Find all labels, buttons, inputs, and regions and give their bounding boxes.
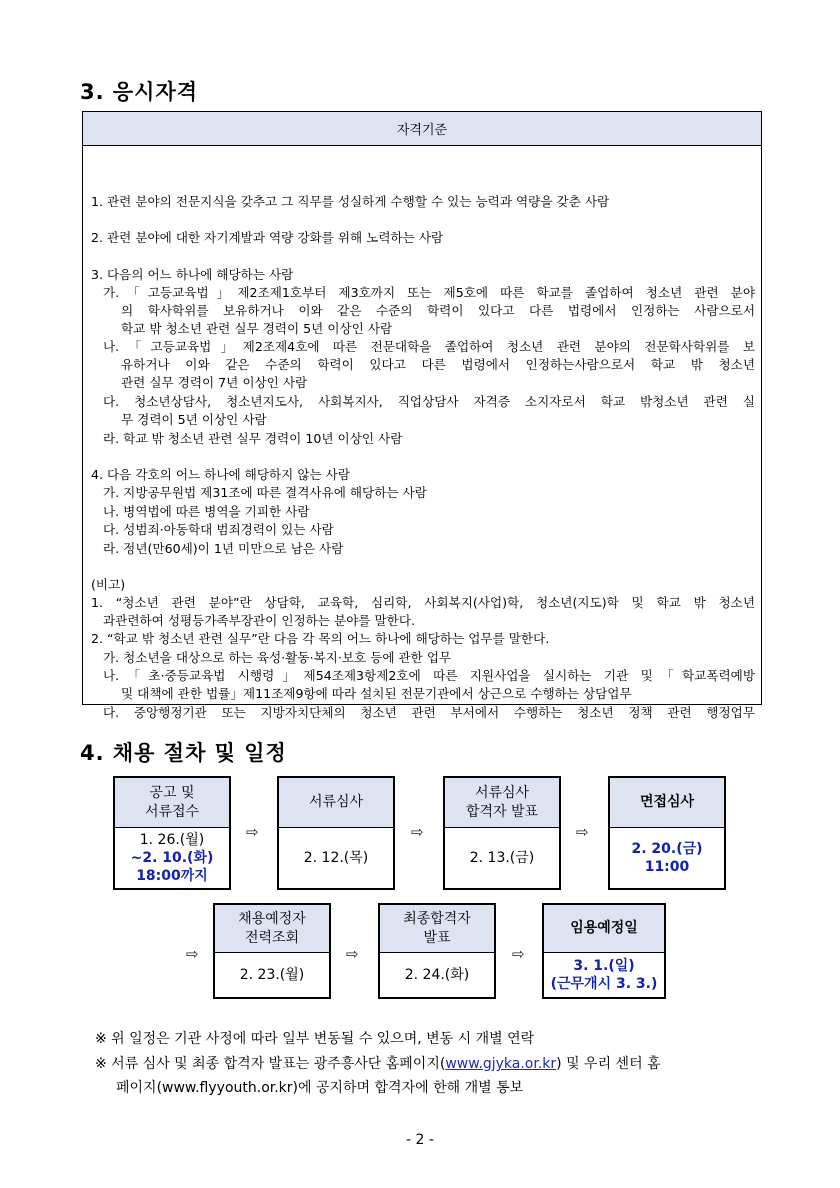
arrow-icon: ⇨ xyxy=(512,945,525,963)
qual-item-3-na-cont: 유하거나 이와 같은 수준의 학력이 있다고 다른 법령에서 인정하는사람으로서 학교 밖 청소년 xyxy=(121,357,755,372)
announcement-note-cont: 페이지(www.flyyouth.or.kr)에 공지하며 합격자에 한해 개별 통보 xyxy=(116,1080,524,1096)
section3-title: 3. 응시자격 xyxy=(80,80,199,104)
announcement-note: ※ 서류 심사 및 최종 합격자 발표는 광주흥사단 홈페이지(www.gjyka.or.kr) 및 우리 센터 홈 xyxy=(95,1056,661,1072)
section4-title: 4. 채용 절차 및 일정 xyxy=(80,741,287,765)
step-label: 발표 xyxy=(423,929,451,946)
qual-item-3-na: 나.「고등교육법」제2조제4호에 따른 전문대학을 졸업하여 청소년 관련 분야의 전문학사학위를 보 xyxy=(103,339,755,354)
arrow-icon: ⇨ xyxy=(411,823,424,841)
arrow-icon: ⇨ xyxy=(186,945,199,963)
qual-item-1: 1. 관련 분야의 전문지식을 갖추고 그 직무를 성실하게 수행할 수 있는 능력과 역량을 갖춘 사람 xyxy=(91,194,610,209)
step-date: ~2. 10.(화) xyxy=(130,850,214,866)
step-label: 면접심사 xyxy=(639,794,695,810)
remark-label: (비고) xyxy=(91,577,126,592)
qual-item-4-na: 나. 병역법에 따른 병역을 기피한 사람 xyxy=(103,504,310,519)
step-document-result-box xyxy=(443,776,561,890)
remark-1: 1. “청소년 관련 분야”란 상담학, 교육학, 심리학, 사회복지(사업)학, 청소년(지도)학 및 학교 밖 청소년 xyxy=(91,595,755,610)
step-label: 서류심사 xyxy=(308,794,364,810)
step-label: 합격자 발표 xyxy=(465,803,539,820)
step-label: 채용예정자 xyxy=(238,910,306,927)
step-interview-box xyxy=(608,776,726,890)
remark-2: 2. “학교 밖 청소년 관련 실무”란 다음 각 목의 어느 하나에 해당하는 업무를 말한다. xyxy=(91,631,550,646)
remark-2-ga: 가. 청소년을 대상으로 하는 육성·활동·복지·보호 등에 관한 업무 xyxy=(103,650,452,665)
step-label: 공고 및 xyxy=(149,784,195,801)
step-announcement-box xyxy=(113,776,231,890)
step-document-review-box xyxy=(277,776,395,890)
arrow-icon: ⇨ xyxy=(246,823,259,841)
step-date: 11:00 xyxy=(644,859,690,875)
schedule-note: ※ 위 일정은 기관 사정에 따라 일부 변동될 수 있으며, 변동 시 개별 연락 xyxy=(95,1031,535,1047)
qual-item-3-na-cont: 관련 실무 경력이 7년 이상인 사람 xyxy=(121,375,308,390)
arrow-icon: ⇨ xyxy=(346,945,359,963)
step-date: (근무개시 3. 3.) xyxy=(550,976,658,992)
qual-item-3-da-cont: 무 경력이 5년 이상인 사람 xyxy=(121,412,267,427)
qual-item-3-da: 다. 청소년상담사, 청소년지도사, 사회복지사, 직업상담사 자격증 소지자로서 학교 밖청소년 관련 실 xyxy=(103,394,755,409)
qualification-table xyxy=(82,111,762,720)
step-final-result-box xyxy=(378,903,496,999)
qual-item-4: 4. 다음 각호의 어느 하나에 해당하지 않는 사람 xyxy=(91,467,351,482)
step-date: 2. 23.(월) xyxy=(239,967,305,983)
step-label: 최종합격자 xyxy=(403,910,471,927)
qual-item-3-ra: 라. 학교 밖 청소년 관련 실무 경력이 10년 이상인 사람 xyxy=(103,431,403,446)
qual-item-4-da: 다. 성범죄·아동학대 범죄경력이 있는 사람 xyxy=(103,522,334,537)
remark-2-da: 다. 중앙행정기관 또는 지방자치단체의 청소년 관련 부서에서 수행하는 청소년 정책 관련 행정업무 xyxy=(103,705,755,720)
qual-item-3-ga: 가.「고등교육법」제2조제1호부터 제3호까지 또는 제5호에 따른 학교를 졸업하여 청소년 관련 분야 xyxy=(103,285,755,300)
step-date: 2. 13.(금) xyxy=(469,850,535,866)
homepage-link[interactable]: www.gjyka.or.kr xyxy=(445,1056,557,1072)
qual-item-4-ga: 가. 지방공무원법 제31조에 따른 결격사유에 해당하는 사람 xyxy=(103,485,427,500)
step-label: 서류접수 xyxy=(144,803,200,820)
step-date: 2. 12.(목) xyxy=(303,850,369,866)
step-label: 서류심사 xyxy=(474,784,530,801)
step-date: 3. 1.(일) xyxy=(573,958,635,974)
table-header: 자격기준 xyxy=(83,112,761,146)
remark-2-na-cont: 및 대책에 관한 법률」제11조제9항에 따라 설치된 전문기관에서 상근으로 수행하는 상담업무 xyxy=(121,686,632,701)
arrow-icon: ⇨ xyxy=(576,823,589,841)
step-date: 2. 24.(화) xyxy=(404,967,470,983)
step-date: 18:00까지 xyxy=(136,868,208,884)
step-date: 2. 20.(금) xyxy=(631,841,703,857)
page-number: - 2 - xyxy=(406,1132,434,1148)
step-background-check-box xyxy=(213,903,331,999)
remark-2-na: 나.「초·중등교육법 시행령」제54조제3항제2호에 따른 지원사업을 실시하는 기관 및「학교폭력예방 xyxy=(103,668,755,683)
qual-item-2: 2. 관련 분야에 대한 자기계발과 역량 강화를 위해 노력하는 사람 xyxy=(91,230,444,245)
qual-item-3-ga-cont: 의 학사학위를 보유하거나 이와 같은 수준의 학력이 있다고 다른 법령에서 인정하는 사람으로서 xyxy=(121,303,755,318)
qual-item-4-ra: 라. 정년(만60세)이 1년 미만으로 남은 사람 xyxy=(103,541,344,556)
step-label: 전력조회 xyxy=(244,929,300,946)
step-label: 임용예정일 xyxy=(570,920,638,936)
qual-item-3: 3. 다음의 어느 하나에 해당하는 사람 xyxy=(91,267,294,282)
remark-1-cont: 과관련하여 성평등가족부장관이 인정하는 분야를 말한다. xyxy=(103,613,415,628)
step-appointment-box xyxy=(542,903,666,999)
step-date: 1. 26.(월) xyxy=(139,832,205,848)
qual-item-3-ga-cont: 학교 밖 청소년 관련 실무 경력이 5년 이상인 사람 xyxy=(121,321,393,336)
